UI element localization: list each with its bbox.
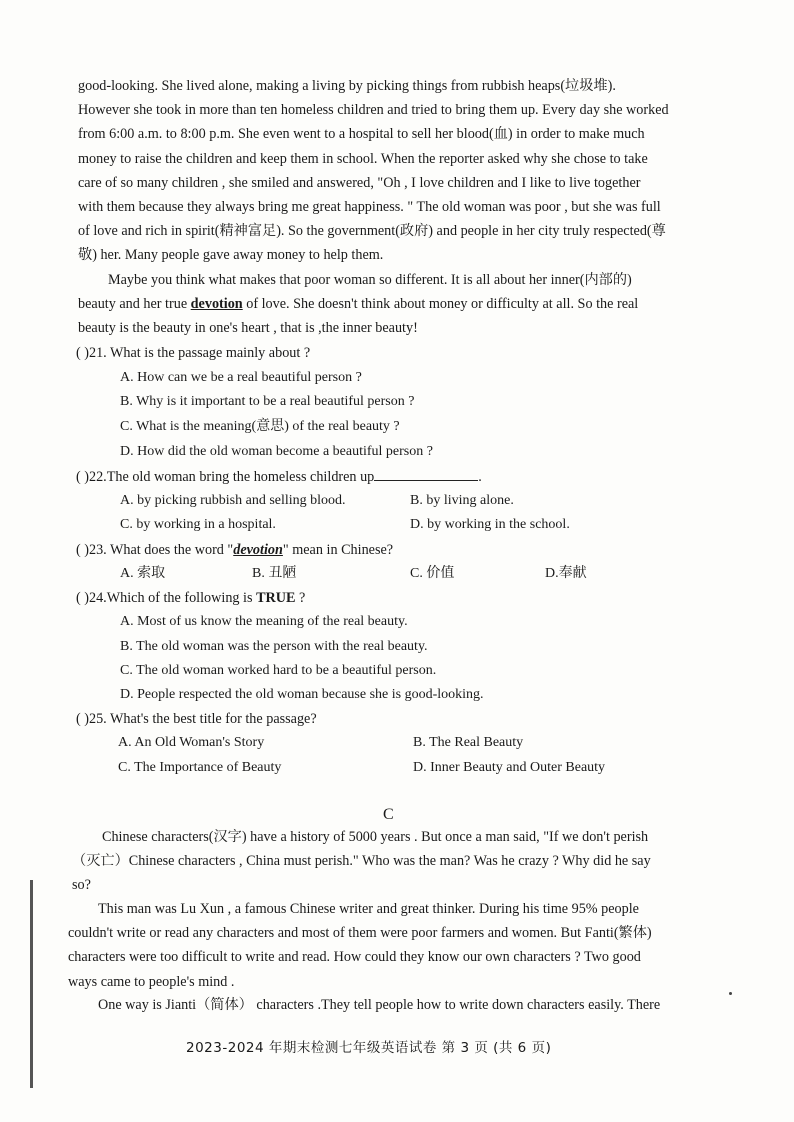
passage-b-paragraph-2 [78, 268, 716, 341]
text-line [78, 292, 716, 316]
text-line: One way is Jianti（简体） characters .They tell people how to write down characters easily. There [98, 997, 661, 1013]
text-line: However she took in more than ten homeless children and tried to bring them up. Every day she worked [78, 102, 669, 119]
question-24-text: ( )24.Which of the following is [76, 590, 257, 606]
question-25-option-c[interactable]: C. The Importance of Beauty [118, 760, 282, 775]
question-22-stem [76, 465, 482, 489]
text-line: Maybe you think what makes that poor woman so different. It is all about her inner(内部的) [108, 272, 632, 288]
text-line: Chinese characters(汉字) have a history of 5000 years . But once a man said, "If we don't perish [102, 829, 649, 845]
question-24-stem [76, 586, 305, 610]
passage-b-paragraph-1 [78, 74, 716, 268]
question-23-option-c[interactable]: C. 价值 [410, 566, 455, 581]
question-24-text-end: ? [295, 590, 306, 606]
text-segment: of love. She doesn't think about money or difficulty at all. So the real [242, 296, 639, 313]
text-line: with them because they always bring me great happiness. " The old woman was poor , but she was full [78, 199, 661, 216]
question-24-option-c[interactable]: C. The old woman worked hard to be a beautiful person. [120, 663, 437, 678]
question-22-option-b[interactable]: B. by living alone. [410, 493, 514, 508]
text-segment: beauty and her true [78, 296, 191, 313]
passage-c-paragraph-1 [72, 825, 716, 898]
text-line: from 6:00 a.m. to 8:00 p.m. She even went to a hospital to sell her blood(血) in order to make much [78, 126, 645, 143]
question-25-stem: ( )25. What's the best title for the passage? [76, 711, 317, 727]
question-25-option-d[interactable]: D. Inner Beauty and Outer Beauty [413, 760, 606, 775]
question-21-option-a[interactable]: A. How can we be a real beautiful person ? [120, 370, 362, 385]
text-line: ways came to people's mind . [68, 973, 235, 990]
question-23-option-d[interactable]: D.奉献 [545, 566, 587, 581]
question-21-stem: ( )21. What is the passage mainly about ? [76, 345, 311, 361]
text-line: of love and rich in spirit(精神富足). So the government(政府) and people in her city truly respected(尊 [78, 223, 666, 240]
question-22-text: ( )22.The old woman bring the homeless children up [76, 469, 375, 485]
passage-c-paragraph-2 [68, 897, 716, 994]
text-line: beauty is the beauty in one's heart , that is ,the inner beauty! [78, 320, 418, 337]
question-22-option-d[interactable]: D. by working in the school. [410, 517, 570, 532]
text-line: money to raise the children and keep them in school. When the reporter asked why she chose to take [78, 150, 648, 167]
question-23-stem [76, 538, 393, 562]
question-24-option-a[interactable]: A. Most of us know the meaning of the real beauty. [120, 614, 408, 629]
passage-c-paragraph-3 [68, 993, 716, 1017]
answer-blank[interactable] [374, 466, 478, 481]
section-heading: C [383, 806, 394, 823]
question-23-option-b[interactable]: B. 丑陋 [252, 566, 297, 581]
question-22-option-c[interactable]: C. by working in a hospital. [120, 517, 276, 532]
text-line: characters were too difficult to write and read. How could they know our own characters ? Two good [68, 949, 641, 966]
question-24-true-keyword: TRUE [256, 590, 296, 606]
question-21-option-b[interactable]: B. Why is it important to be a real beautiful person ? [120, 394, 415, 409]
question-21-option-c[interactable]: C. What is the meaning(意思) of the real beauty ? [120, 419, 400, 434]
keyword-devotion: devotion [233, 542, 283, 558]
text-line: care of so many children , she smiled and answered, "Oh , I love children and I like to live together [78, 174, 641, 191]
question-25-option-b[interactable]: B. The Real Beauty [413, 735, 524, 750]
scan-edge-mark [30, 880, 33, 1088]
text-line: couldn't write or read any characters and most of them were poor farmers and women. But Fanti(繁体) [68, 925, 652, 942]
scan-dot [729, 992, 732, 995]
question-23-text: ( )23. What does the word " [76, 542, 234, 558]
question-23-option-a[interactable]: A. 索取 [120, 566, 166, 581]
text-line: so? [72, 877, 91, 894]
question-22-option-a[interactable]: A. by picking rubbish and selling blood. [120, 493, 346, 508]
text-line: （灭亡）Chinese characters , China must perish." Who was the man? Was he crazy ? Why did he say [72, 853, 651, 870]
question-23-text-end: " mean in Chinese? [282, 542, 394, 558]
question-25-option-a[interactable]: A. An Old Woman's Story [118, 735, 265, 750]
page-footer: 2023-2024 年期末检测七年级英语试卷 第 3 页 (共 6 页) [186, 1040, 552, 1056]
question-24-option-b[interactable]: B. The old woman was the person with the real beauty. [120, 639, 428, 654]
question-22-end: . [478, 469, 482, 485]
text-line: good-looking. She lived alone, making a living by picking things from rubbish heaps(垃圾堆). [78, 78, 616, 94]
keyword-devotion: devotion [190, 296, 243, 313]
question-24-option-d[interactable]: D. People respected the old woman because she is good-looking. [120, 687, 484, 702]
question-21-option-d[interactable]: D. How did the old woman become a beautiful person ? [120, 444, 433, 459]
text-line: 敬) her. Many people gave away money to help them. [78, 247, 384, 264]
text-line: This man was Lu Xun , a famous Chinese writer and great thinker. During his time 95% people [98, 901, 639, 917]
